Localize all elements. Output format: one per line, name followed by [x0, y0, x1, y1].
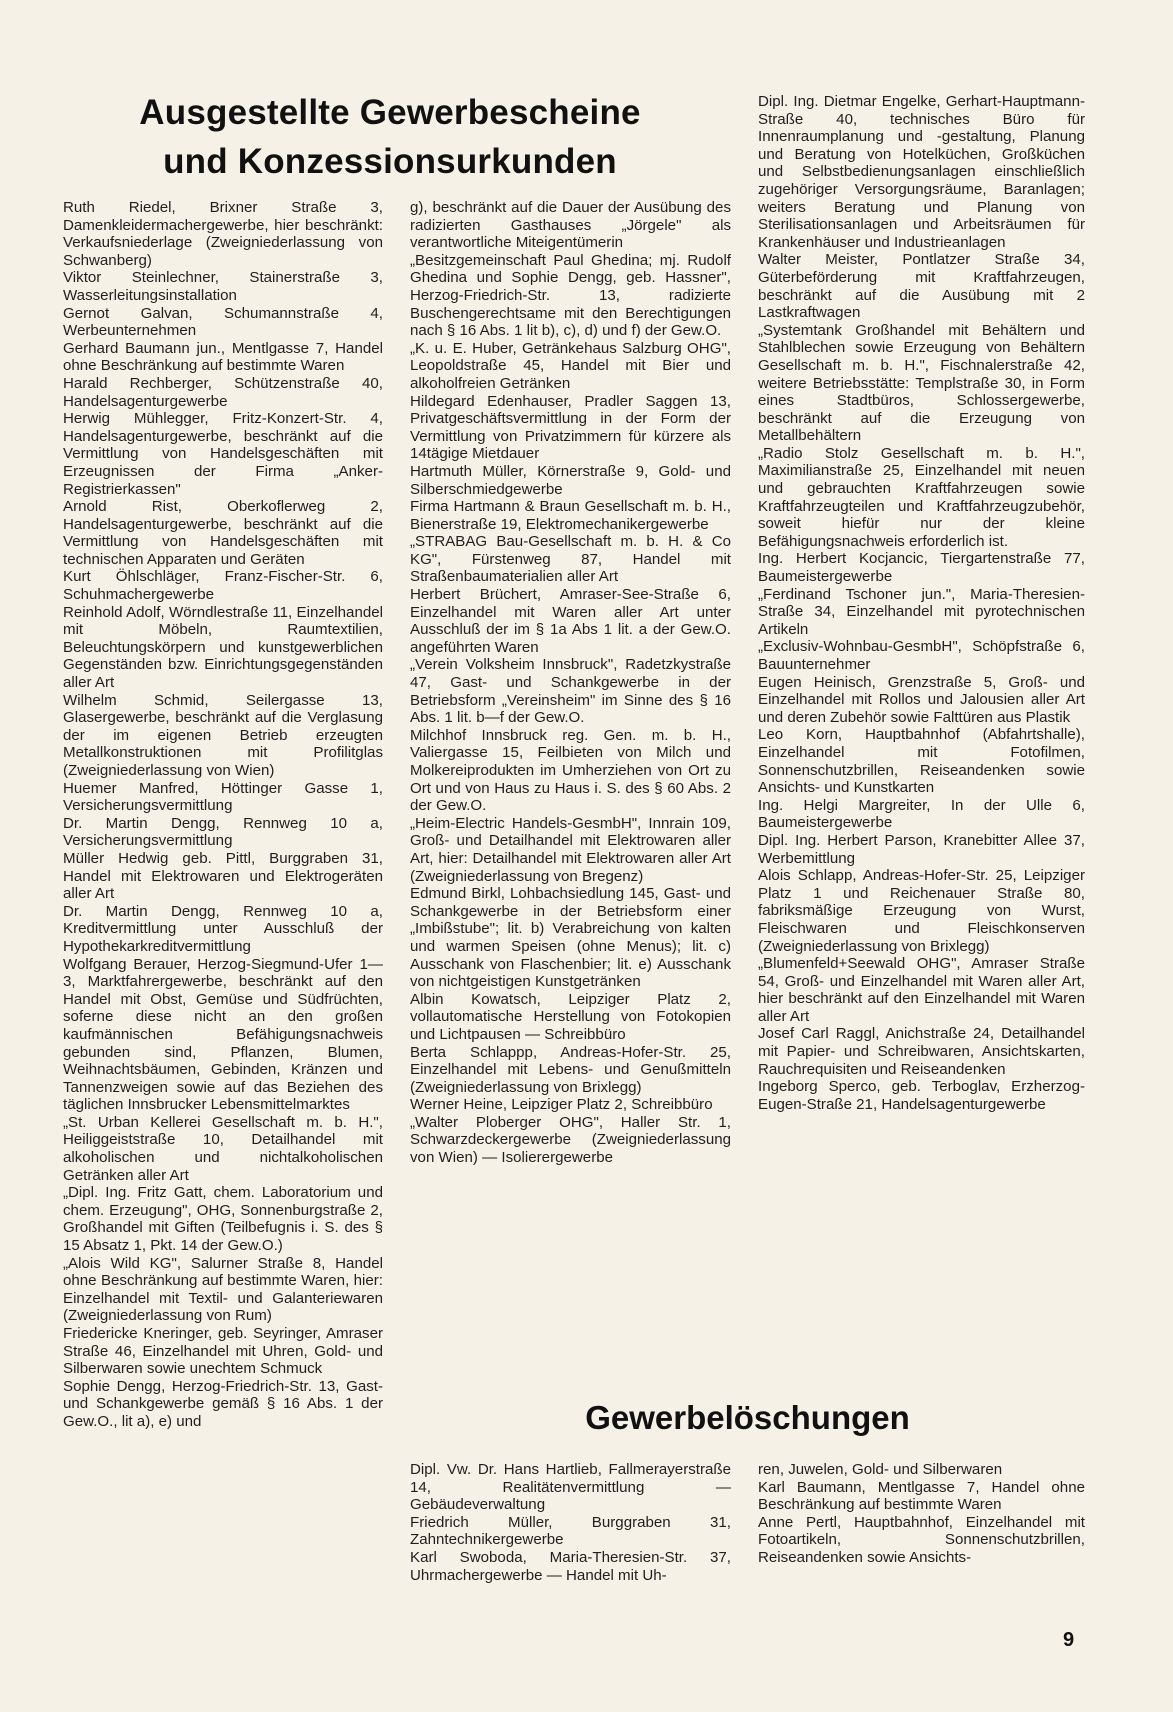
- register-entry: Wolfgang Berauer, Herzog-Siegmund-Ufer 1—3, Marktfahrergewerbe, beschränkt auf den Handel mit Obst, Gemüse und Südfrüchten, soferne diese nicht an den großen kaufmännischen Befähigungsnachweis gebunden sind, Pflanzen, Blumen, Weihnachtsbäumen, Gebinden, Kränzen und Tannenzweigen sowie auf das Beziehen des täglichen Innsbrucker Lebensmittelmarktes: [63, 955, 383, 1114]
- register-entry: „St. Urban Kellerei Gesellschaft m. b. H.", Heiliggeiststraße 10, Detailhandel mit alkoholischen und nichtalkoholischen Getränken aller Art: [63, 1113, 383, 1184]
- register-entry: „K. u. E. Huber, Getränkehaus Salzburg OHG", Leopoldstraße 45, Handel mit Bier und alkoholfreien Getränken: [410, 339, 731, 392]
- register-entry: Müller Hedwig geb. Pittl, Burggraben 31, Handel mit Elektrowaren und Elektrogeräten aller Art: [63, 849, 383, 903]
- register-entry: Josef Carl Raggl, Anichstraße 24, Detailhandel mit Papier- und Schreibwaren, Ansichtskarten, Rauchrequisiten und Reiseandenken: [758, 1025, 1085, 1078]
- register-entry: „Walter Ploberger OHG", Haller Str. 1, Schwarzdeckergewerbe (Zweigniederlassung von Wien) — Isolierergewerbe: [410, 1113, 731, 1167]
- register-entry: Milchhof Innsbruck reg. Gen. m. b. H., Valiergasse 15, Feilbieten von Milch und Molkereiprodukten im Umherziehen von Ort zu Ort und von Haus zu Haus i. S. des § 60 Abs. 2 der Gew.O.: [410, 726, 731, 815]
- register-entry: Dipl. Ing. Dietmar Engelke, Gerhart-Hauptmann-Straße 40, technisches Büro für Innenraumplanung und -gestaltung, Planung und Beratung von Hotelküchen, Großküchen und Selbstbedienungsanlagen einschließlich zugehöriger Versorgungsräume, Baranlagen; weiters Beratung und Planung von Sterilisationsanlagen und Arbeitsräumen für Krankenhäuser und Industrieanlagen: [758, 93, 1085, 251]
- register-entry: „Besitzgemeinschaft Paul Ghedina; mj. Rudolf Ghedina und Sophie Dengg, geb. Hassner", Herzog-Friedrich-Str. 13, radizierte Buschengerechtsame mit den Berechtigungen nach § 16 Abs. 1 lit b), c), d) und f) der Gew.O.: [410, 251, 731, 340]
- register-entry: Firma Hartmann & Braun Gesellschaft m. b. H., Bienerstraße 19, Elektromechanikergewerbe: [410, 498, 731, 533]
- register-entry: Ing. Helgi Margreiter, In der Ulle 6, Baumeistergewerbe: [758, 796, 1085, 832]
- register-entry: g), beschränkt auf die Dauer der Ausübung des radizierten Gasthauses „Jörgele" als verantwortliche Miteigentümerin: [410, 199, 731, 252]
- column-2: [410, 199, 731, 1167]
- register-entry: „Heim-Electric Handels-GesmbH", Innrain 109, Groß- und Detailhandel mit Elektrowaren aller Art, hier: Detailhandel mit Elektrowaren aller Art (Zweigniederlassung von Bregenz): [410, 814, 731, 885]
- register-entry: „STRABAG Bau-Gesellschaft m. b. H. & Co KG", Fürstenweg 87, Handel mit Straßenbaumaterialien aller Art: [410, 533, 731, 586]
- register-entry: Gerhard Baumann jun., Mentlgasse 7, Handel ohne Beschränkung auf bestimmte Waren: [63, 339, 383, 375]
- deletions-column-3: [758, 1461, 1085, 1567]
- title-line-2: und Konzessionsurkunden: [163, 142, 617, 181]
- register-entry: „Dipl. Ing. Fritz Gatt, chem. Laboratorium und chem. Erzeugung", OHG, Sonnenburgstraße 2, Großhandel mit Giften (Teilbefugnis i. S. des § 15 Absatz 1, Pkt. 14 der Gew.O.): [63, 1184, 383, 1255]
- register-entry: „Ferdinand Tschoner jun.", Maria-Theresien-Straße 34, Einzelhandel mit pyrotechnischen Artikeln: [758, 585, 1085, 638]
- register-entry: ren, Juwelen, Gold- und Silberwaren: [758, 1461, 1003, 1478]
- register-entry: „Alois Wild KG", Salurner Straße 8, Handel ohne Beschränkung auf bestimmte Waren, hier: Einzelhandel mit Textil- und Galanteriewaren (Zweigniederlassung von Rum): [63, 1254, 383, 1325]
- deletions-column-2: [410, 1461, 731, 1584]
- register-entry: Harald Rechberger, Schützenstraße 40, Handelsagenturgewerbe: [63, 374, 383, 410]
- page-number: 9: [1063, 1629, 1075, 1651]
- register-entry: „Blumenfeld+Seewald OHG", Amraser Straße 54, Groß- und Einzelhandel mit Waren aller Art, hier beschränkt auf den Einzelhandel mit Waren aller Art: [758, 955, 1085, 1025]
- register-entry: Friedericke Kneringer, geb. Seyringer, Amraser Straße 46, Einzelhandel mit Uhren, Gold- und Silberwaren sowie unechtem Schmuck: [63, 1325, 383, 1378]
- register-entry: Karl Swoboda, Maria-Theresien-Str. 37, Uhrmachergewerbe — Handel mit Uh-: [410, 1548, 731, 1584]
- register-entry: „Radio Stolz Gesellschaft m. b. H.", Maximilianstraße 25, Einzelhandel mit neuen und gebrauchten Kraftfahrzeugen sowie Kraftfahrzeugteilen und Kraftfahrzeugzubehör, soweit hiefür nur der kleine Befähigungsnachweis erforderlich ist.: [758, 444, 1085, 550]
- column-1: [63, 199, 383, 1431]
- register-entry: Ing. Herbert Kocjancic, Tiergartenstraße 77, Baumeistergewerbe: [758, 550, 1085, 586]
- register-entry: „Verein Volksheim Innsbruck", Radetzkystraße 47, Gast- und Schankgewerbe in der Betriebsform „Vereinsheim" im Sinne des § 16 Abs. 1 lit. b—f der Gew.O.: [410, 656, 731, 727]
- section-heading-deletions: Gewerbelöschungen: [585, 1399, 910, 1436]
- register-entry: Wilhelm Schmid, Seilergasse 13, Glasergewerbe, beschränkt auf die Verglasung der im eigenen Betrieb erzeugten Metallkonstruktionen mit Profilitglas (Zweigniederlassung von Wien): [63, 691, 383, 779]
- register-entry: Huemer Manfred, Höttinger Gasse 1, Versicherungsvermittlung: [63, 779, 383, 815]
- register-entry: Leo Korn, Hauptbahnhof (Abfahrtshalle), Einzelhandel mit Fotofilmen, Sonnenschutzbrillen, Reiseandenken sowie Ansichts- und Kunstkarten: [758, 726, 1085, 797]
- register-entry: „Systemtank Großhandel mit Behältern und Stahlblechen sowie Erzeugung von Behältern Gesellschaft m. b. H.", Fischnalerstraße 42, weitere Betriebsstätte: Templstraße 30, in Form eines Stadtbüros, Schlossergewerbe, beschränkt auf die Erzeugung von Metallbehältern: [758, 321, 1085, 445]
- column-3: [758, 93, 1085, 1113]
- register-entry: Dipl. Ing. Herbert Parson, Kranebitter Allee 37, Werbemittlung: [758, 831, 1085, 867]
- register-entry: Eugen Heinisch, Grenzstraße 5, Groß- und Einzelhandel mit Rollos und Jalousien aller Art und deren Zubehör sowie Falttüren aus Plastik: [758, 673, 1085, 726]
- register-entry: Werner Heine, Leipziger Platz 2, Schreibbüro: [410, 1096, 713, 1114]
- register-entry: Dipl. Vw. Dr. Hans Hartlieb, Fallmerayerstraße 14, Realitätenvermittlung — Gebäudeverwaltung: [410, 1461, 731, 1514]
- title-line-1: Ausgestellte Gewerbescheine: [139, 93, 641, 132]
- register-entry: Arnold Rist, Oberkoflerweg 2, Handelsagenturgewerbe, beschränkt auf die Vermittlung von Handelsgeschäften mit technischen Apparaten und Geräten: [63, 498, 383, 568]
- register-entry: Alois Schlapp, Andreas-Hofer-Str. 25, Leipziger Platz 1 und Reichenauer Straße 80, fabriksmäßige Erzeugung von Wurst, Fleischwaren und Fleischkonserven (Zweigniederlassung von Brixlegg): [758, 867, 1085, 955]
- register-entry: Herwig Mühlegger, Fritz-Konzert-Str. 4, Handelsagenturgewerbe, beschränkt auf die Vermittlung von Handelsgeschäften mit Erzeugnissen der Firma „Anker-Registrierkassen": [63, 410, 383, 498]
- register-entry: Hartmuth Müller, Körnerstraße 9, Gold- und Silberschmiedgewerbe: [410, 462, 731, 498]
- register-entry: „Exclusiv-Wohnbau-GesmbH", Schöpfstraße 6, Bauunternehmer: [758, 638, 1085, 673]
- register-entry: Hildegard Edenhauser, Pradler Saggen 13, Privatgeschäftsvermittlung in der Form der Vermittlung von Privatzimmern für kürzere als 14tägige Mietdauer: [410, 392, 731, 463]
- register-entry: Gernot Galvan, Schumannstraße 4, Werbeunternehmen: [63, 304, 383, 340]
- register-entry: Sophie Dengg, Herzog-Friedrich-Str. 13, Gast- und Schankgewerbe gemäß § 16 Abs. 1 der Gew.O., lit a), e) und: [63, 1377, 383, 1430]
- register-entry: Karl Baumann, Mentlgasse 7, Handel ohne Beschränkung auf bestimmte Waren: [758, 1478, 1085, 1514]
- register-entry: Kurt Öhlschläger, Franz-Fischer-Str. 6, Schuhmachergewerbe: [63, 568, 383, 604]
- register-entry: Ruth Riedel, Brixner Straße 3, Damenkleidermachergewerbe, hier beschränkt: Verkaufsniederlage (Zweigniederlassung von Schwanberg): [63, 199, 383, 269]
- register-entry: Anne Pertl, Hauptbahnhof, Einzelhandel mit Fotoartikeln, Sonnenschutzbrillen, Reiseandenken sowie Ansichts-: [758, 1513, 1085, 1566]
- register-entry: Ingeborg Sperco, geb. Terboglav, Erzherzog-Eugen-Straße 21, Handelsagenturgewerbe: [758, 1078, 1085, 1113]
- register-entry: Albin Kowatsch, Leipziger Platz 2, vollautomatische Herstellung von Fotokopien und Lichtpausen — Schreibbüro: [410, 990, 731, 1043]
- register-entry: Reinhold Adolf, Wörndlestraße 11, Einzelhandel mit Möbeln, Raumtextilien, Beleuchtungskörpern und kunstgewerblichen Gegenständen bzw. Einrichtungsgegenständen aller Art: [63, 603, 383, 692]
- register-entry: Walter Meister, Pontlatzer Straße 34, Güterbeförderung mit Kraftfahrzeugen, beschränkt auf die Ausübung mit 2 Lastkraftwagen: [758, 251, 1085, 322]
- register-entry: Viktor Steinlechner, Stainerstraße 3, Wasserleitungsinstallation: [63, 269, 383, 304]
- register-entry: Edmund Birkl, Lohbachsiedlung 145, Gast- und Schankgewerbe in der Betriebsform einer „Imbißstube"; lit. b) Verabreichung von kalten und warmen Speisen (ohne Menus); lit. c) Ausschank von Flaschenbier; lit. e) Ausschank von nichtgeistigen Kunstgetränken: [410, 885, 731, 991]
- register-entry: Berta Schlappp, Andreas-Hofer-Str. 25, Einzelhandel mit Lebens- und Genußmitteln (Zweigniederlassung von Brixlegg): [410, 1043, 731, 1096]
- page-title: [110, 88, 670, 186]
- register-entry: Dr. Martin Dengg, Rennweg 10 a, Kreditvermittlung unter Ausschluß der Hypothekarkreditvermittlung: [63, 902, 383, 955]
- register-entry: Herbert Brüchert, Amraser-See-Straße 6, Einzelhandel mit Waren aller Art unter Ausschluß der im § 1a Abs 1 lit. a der Gew.O. angeführten Waren: [410, 586, 731, 656]
- register-entry: Friedrich Müller, Burggraben 31, Zahntechnikergewerbe: [410, 1513, 731, 1549]
- register-entry: Dr. Martin Dengg, Rennweg 10 a, Versicherungsvermittlung: [63, 814, 383, 850]
